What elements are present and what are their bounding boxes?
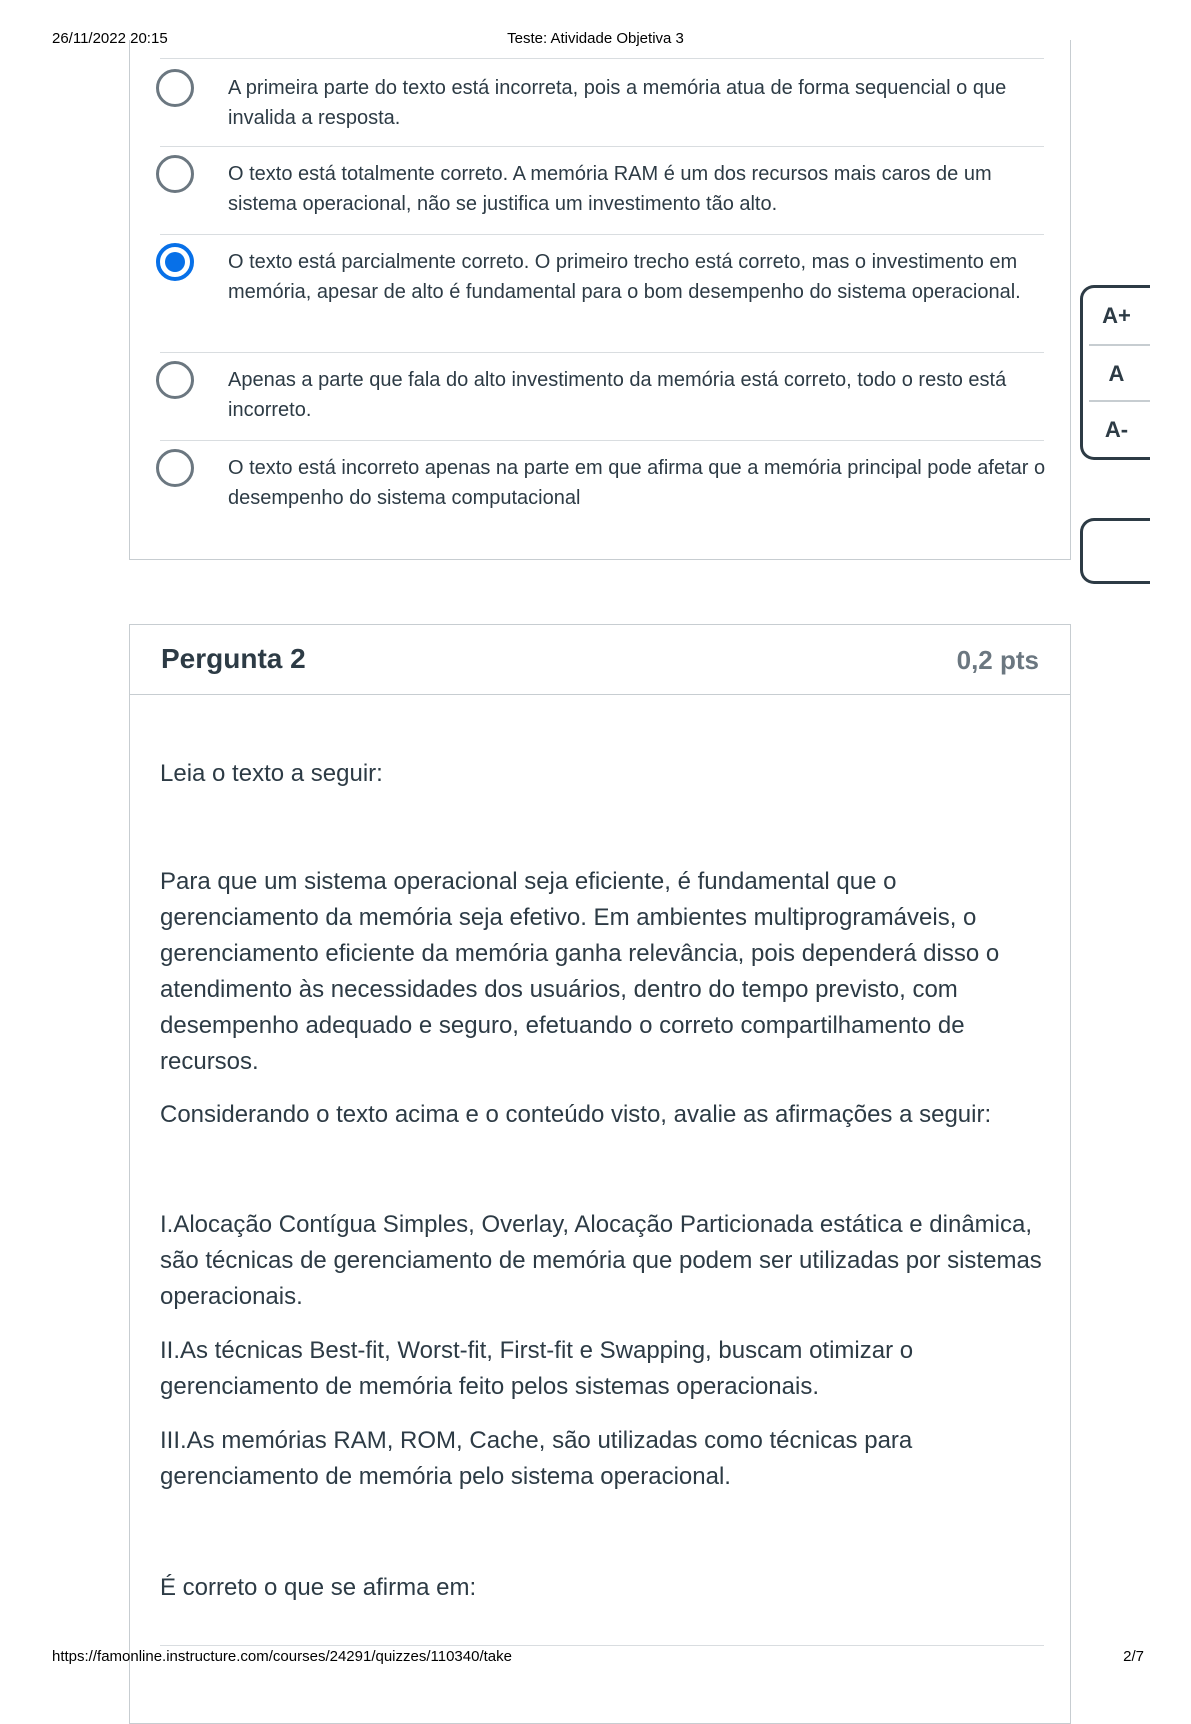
answer-text: O texto está parcialmente correto. O primeiro trecho está correto, mas o investimento em memória, apesar de alto é fundamental para o bom desempenho do sistema operacional. (228, 251, 1021, 303)
divider (160, 1645, 1044, 1646)
answer-text: A primeira parte do texto está incorreta, pois a memória atua de forma sequencial o que invalida a resposta. (228, 77, 1007, 129)
statement-2: II.As técnicas Best-fit, Worst-fit, First-fit e Swapping, buscam otimizar o gerenciamento de memória feito pelos sistemas operacionais. (160, 1337, 914, 1400)
answer-option[interactable] (160, 352, 1044, 440)
radio-button[interactable] (156, 155, 194, 193)
radio-button[interactable] (156, 361, 194, 399)
answer-text: O texto está totalmente correto. A memória RAM é um dos recursos mais caros de um sistema operacional, não se justifica um investimento tão alto. (228, 163, 992, 215)
answer-option[interactable] (160, 58, 1044, 146)
question-2-header (130, 625, 1070, 695)
answer-option[interactable] (160, 440, 1044, 528)
print-page-number: 2/7 (1123, 1648, 1144, 1665)
question-intro: Leia o texto a seguir: (160, 760, 383, 787)
answer-text: Apenas a parte que fala do alto investimento da memória está correto, todo o resto está incorreto. (228, 369, 1007, 421)
radio-button[interactable] (156, 449, 194, 487)
question-title: Pergunta 2 (161, 643, 306, 674)
font-decrease-button[interactable]: A- (1104, 417, 1129, 442)
print-datetime: 26/11/2022 20:15 (52, 30, 168, 47)
font-increase-button[interactable]: A+ (1102, 303, 1131, 328)
print-title: Teste: Atividade Objetiva 3 (507, 30, 684, 47)
question-passage: Para que um sistema operacional seja eficiente, é fundamental que o gerenciamento da memória seja efetivo. Em ambientes multiprogramáveis, o gerenciamento eficiente da memória ganha relevância, pois dependerá disso o atendimento às necessidades dos usuários, dentro do tempo previsto, com desempenho adequado e seguro, efetuando o correto compartilhamento de recursos. (160, 868, 1000, 1075)
radio-button-selected[interactable] (156, 243, 194, 281)
print-url: https://famonline.instructure.com/courses/24291/quizzes/110340/take (52, 1648, 512, 1665)
font-size-widget (1080, 285, 1150, 460)
statement-3: III.As memórias RAM, ROM, Cache, são utilizadas como técnicas para gerenciamento de memória pelo sistema operacional. (160, 1427, 913, 1490)
question-prompt: Considerando o texto acima e o conteúdo visto, avalie as afirmações a seguir: (160, 1101, 992, 1128)
answer-option[interactable] (160, 146, 1044, 234)
answer-text: O texto está incorreto apenas na parte em que afirma que a memória principal pode afetar o desempenho do sistema computacional (228, 457, 1046, 509)
font-normal-button[interactable]: A (1108, 361, 1125, 386)
answer-option-selected[interactable] (160, 234, 1044, 352)
radio-button[interactable] (156, 69, 194, 107)
question-points: 0,2 pts (956, 645, 1039, 675)
side-panel-tab[interactable] (1080, 518, 1150, 584)
question-text: É correto o que se afirma em: (160, 1574, 477, 1601)
statement-1: I.Alocação Contígua Simples, Overlay, Alocação Particionada estática e dinâmica, são técnicas de gerenciamento de memória que podem ser utilizadas por sistemas operacionais. (160, 1211, 1042, 1310)
